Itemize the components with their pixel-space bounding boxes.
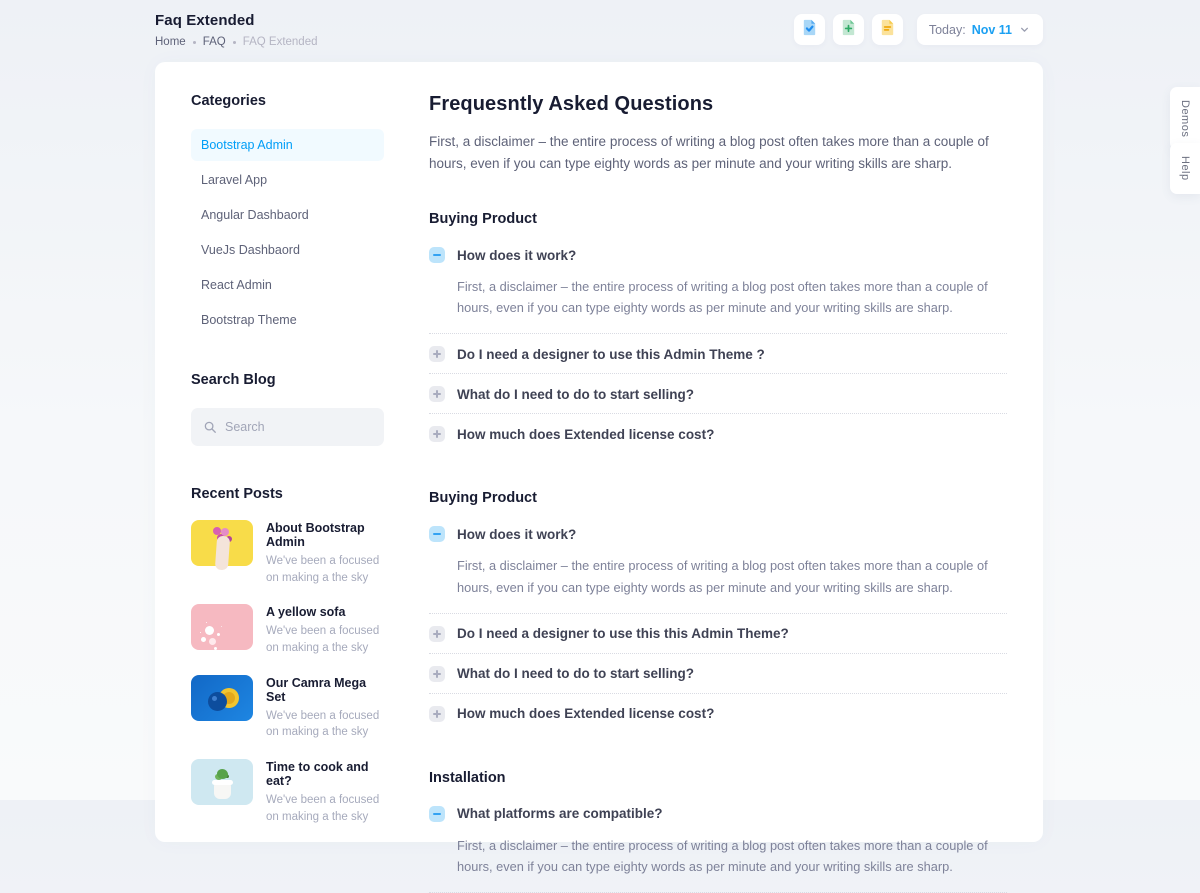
- collapse-minus-icon[interactable]: [429, 806, 445, 822]
- faq-item-expanded: [429, 794, 1007, 893]
- content-title: Frequesntly Asked Questions: [429, 93, 714, 115]
- search-box[interactable]: [191, 408, 384, 446]
- plant-pot-photo: [191, 759, 253, 805]
- faq-item-collapsed: [429, 374, 1007, 414]
- content-intro: First, a disclaimer – the entire process of writing a blog post often takes more than a couple of hours, even if you can type eighty words as per minute and your writing skills are sharp.: [429, 134, 989, 171]
- categories-heading: Categories: [191, 93, 266, 109]
- expand-plus-icon[interactable]: [429, 426, 445, 442]
- faq-question[interactable]: What do I need to do to start selling?: [457, 666, 694, 682]
- faq-question[interactable]: How much does Extended license cost?: [457, 426, 715, 442]
- recent-posts-heading: Recent Posts: [191, 486, 283, 502]
- section-heading: Buying Product: [429, 211, 537, 228]
- date-selector[interactable]: [917, 14, 1043, 45]
- page-title: Faq Extended: [155, 12, 255, 29]
- section-heading: Buying Product: [429, 490, 537, 507]
- collapse-minus-icon[interactable]: [429, 526, 445, 542]
- file-check-button[interactable]: [794, 14, 825, 45]
- post-row-time-to-cook[interactable]: [191, 759, 384, 825]
- header-toolbar: [794, 14, 1043, 45]
- help-side-tab[interactable]: Help: [1170, 143, 1200, 194]
- faq-card: [155, 62, 1043, 874]
- faq-item-expanded: [429, 235, 1007, 334]
- search-input[interactable]: [225, 420, 372, 434]
- post-row-camera-mega-set[interactable]: [191, 675, 384, 741]
- yellow-hand-photo: [191, 520, 253, 566]
- faq-question[interactable]: Do I need a designer to use this this Admin Theme?: [457, 626, 789, 642]
- faq-question[interactable]: How does it work?: [457, 526, 577, 542]
- search-blog-heading: Search Blog: [191, 372, 276, 388]
- post-title[interactable]: A yellow sofa: [266, 605, 346, 620]
- expand-plus-icon[interactable]: [429, 666, 445, 682]
- today-label: Today:: [928, 22, 966, 37]
- faq-item-collapsed: [429, 654, 1007, 694]
- post-excerpt: We've been a focused on making a the sky: [266, 709, 380, 739]
- search-icon: [203, 420, 217, 434]
- faq-answer: First, a disclaimer – the entire process of writing a blog post often takes more than a couple of hours, even if you can type eighty words as per minute and your writing skills are sharp.: [457, 279, 988, 316]
- expand-plus-icon[interactable]: [429, 706, 445, 722]
- breadcrumb-home[interactable]: Home: [155, 36, 186, 48]
- post-row-yellow-sofa[interactable]: [191, 604, 384, 656]
- post-excerpt: We've been a focused on making a the sky: [266, 555, 380, 584]
- faq-question[interactable]: What do I need to do to start selling?: [457, 386, 694, 402]
- faq-sidebar: [191, 93, 384, 842]
- faq-question-row[interactable]: [429, 614, 1007, 653]
- faq-question-row[interactable]: [429, 235, 1007, 274]
- faq-question[interactable]: What platforms are compatible?: [457, 806, 663, 822]
- search-blog-section: [191, 372, 384, 446]
- post-title[interactable]: Our Camra Mega Set: [266, 675, 367, 704]
- file-lines-icon: [878, 18, 897, 42]
- faq-answer: First, a disclaimer – the entire process of writing a blog post often takes more than a couple of hours, even if you can type eighty words as per minute and your writing skills are sharp.: [457, 837, 988, 874]
- file-plus-button[interactable]: [833, 14, 864, 45]
- breadcrumb-faq[interactable]: FAQ: [202, 36, 226, 48]
- faq-item-collapsed: [429, 334, 1007, 374]
- post-row-about-bootstrap-admin[interactable]: [191, 520, 384, 586]
- faq-section-buying-product-1: [429, 211, 1007, 453]
- post-excerpt: We've been a focused on making a the sky: [266, 625, 380, 655]
- expand-plus-icon[interactable]: [429, 346, 445, 362]
- section-heading: Installation: [429, 769, 506, 786]
- category-item-angular-dashboard[interactable]: Angular Dashbaord: [201, 208, 309, 222]
- file-check-icon: [800, 18, 819, 42]
- faq-content: [429, 93, 1007, 874]
- breadcrumb: [155, 36, 318, 48]
- faq-question-row[interactable]: [429, 514, 1007, 553]
- faq-section-buying-product-2: [429, 490, 1007, 732]
- demos-side-tab[interactable]: Demos: [1170, 87, 1200, 150]
- blue-camera-photo: [191, 675, 253, 721]
- category-item-laravel-app[interactable]: Laravel App: [201, 173, 268, 187]
- faq-question-row[interactable]: [429, 414, 1007, 453]
- pink-flowers-photo: [191, 604, 253, 650]
- post-title[interactable]: About Bootstrap Admin: [266, 521, 365, 549]
- faq-question-row[interactable]: [429, 694, 1007, 733]
- breadcrumb-separator-dot: [233, 41, 236, 44]
- breadcrumb-separator-dot: [193, 41, 196, 44]
- post-excerpt: We've been a focused on making a the sky: [266, 794, 380, 823]
- file-plus-icon: [839, 18, 858, 42]
- faq-section-installation: [429, 770, 1007, 893]
- faq-question-row[interactable]: [429, 794, 1007, 833]
- recent-posts-section: [191, 486, 384, 825]
- faq-answer: First, a disclaimer – the entire process of writing a blog post often takes more than a couple of hours, even if you can type eighty words as per minute and your writing skills are sharp.: [457, 558, 988, 595]
- faq-item-collapsed: [429, 414, 1007, 453]
- collapse-minus-icon[interactable]: [429, 247, 445, 263]
- file-lines-button[interactable]: [872, 14, 903, 45]
- chevron-down-icon: [1018, 23, 1031, 36]
- faq-question[interactable]: How much does Extended license cost?: [457, 706, 715, 722]
- expand-plus-icon[interactable]: [429, 386, 445, 402]
- category-item-vuejs-dashboard[interactable]: VueJs Dashbaord: [201, 243, 300, 257]
- faq-item-expanded: [429, 514, 1007, 613]
- page-header: [155, 12, 318, 48]
- category-item-bootstrap-admin[interactable]: Bootstrap Admin: [191, 129, 384, 161]
- faq-question[interactable]: Do I need a designer to use this Admin Theme ?: [457, 346, 765, 362]
- post-title[interactable]: Time to cook and eat?: [266, 760, 369, 789]
- faq-question-row[interactable]: [429, 334, 1007, 373]
- expand-plus-icon[interactable]: [429, 626, 445, 642]
- category-item-react-admin[interactable]: React Admin: [201, 278, 272, 292]
- breadcrumb-current: FAQ Extended: [242, 36, 318, 48]
- faq-item-collapsed: [429, 694, 1007, 733]
- faq-question[interactable]: How does it work?: [457, 247, 577, 263]
- faq-item-collapsed: [429, 614, 1007, 654]
- faq-question-row[interactable]: [429, 654, 1007, 693]
- faq-question-row[interactable]: [429, 374, 1007, 413]
- category-item-bootstrap-theme[interactable]: Bootstrap Theme: [201, 313, 297, 327]
- categories-list: [191, 129, 384, 336]
- today-value: Nov 11: [971, 22, 1012, 37]
